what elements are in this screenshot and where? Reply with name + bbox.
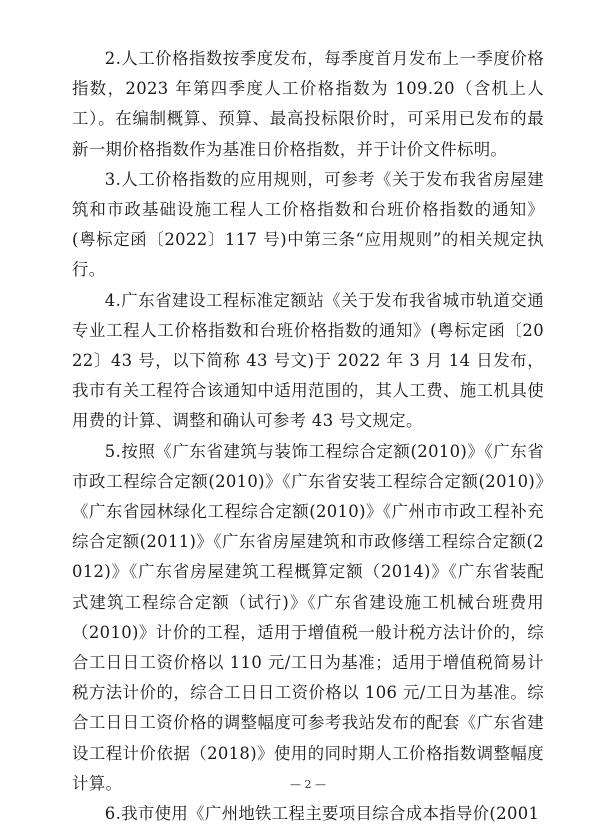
paragraph-item-2: 2.人工价格指数按季度发布，每季度首月发布上一季度价格指数，2023 年第四季度人工价格指数为 109.20（含机上人工）。在编制概算、预算、最高投标限价时，可采用已发布的最新一期价格指数作为基准日价格指数，并于计价文件标明。 (72, 49, 544, 159)
paragraph-item-6: 6.我市使用《广州地铁工程主要项目综合成本指导价(2001 (104, 804, 540, 824)
paragraph-item-4: 4.广东省建设工程标准定额站《关于发布我省城市轨道交通专业工程人工价格指数和台班价格指数的通知》(粤标定函〔2022〕43 号，以下简称 43 号文)于 2022 年 3 月 14 日发布，我市有关工程符合该通知中适用范围的，其人工费、施工机具使用费的计算、调整和确认可参考 43 号文规定。 (72, 290, 544, 431)
paragraph-item-3: 3.人工价格指数的应用规则，可参考《关于发布我省房屋建筑和市政基础设施工程人工价格指数和台班价格指数的通知》(粤标定函〔2022〕117 号)中第三条“应用规则”的相关规定执行。 (72, 169, 544, 280)
page-number: — 2 — (290, 778, 326, 791)
paragraph-item-5: 5.按照《广东省建筑与装饰工程综合定额(2010)》《广东省市政工程综合定额(2010)》《广东省安装工程综合定额(2010)》《广东省园林绿化工程综合定额(2010)》《广州市市政工程补充综合定额(2011)》《广东省房屋建筑和市政修缮工程综合定额(2012)》《广东省房屋建筑工程概算定额（2014)》《广东省装配式建筑工程综合定额（试行)》《广东省建设施工机械台班费用（2010)》计价的工程，适用于增值税一般计税方法计价的，综合工日日工资价格以 110 元/工日为基准；适用于增值税简易计税方法计价的，综合工日日工资价格以 106 元/工日为基准。综合工日日工资价格的调整幅度可参考我站发布的配套《广东省建设工程计价依据（2018)》使用的同时期人工价格指数调整幅度计算。 (72, 441, 544, 793)
document-body (72, 44, 544, 829)
